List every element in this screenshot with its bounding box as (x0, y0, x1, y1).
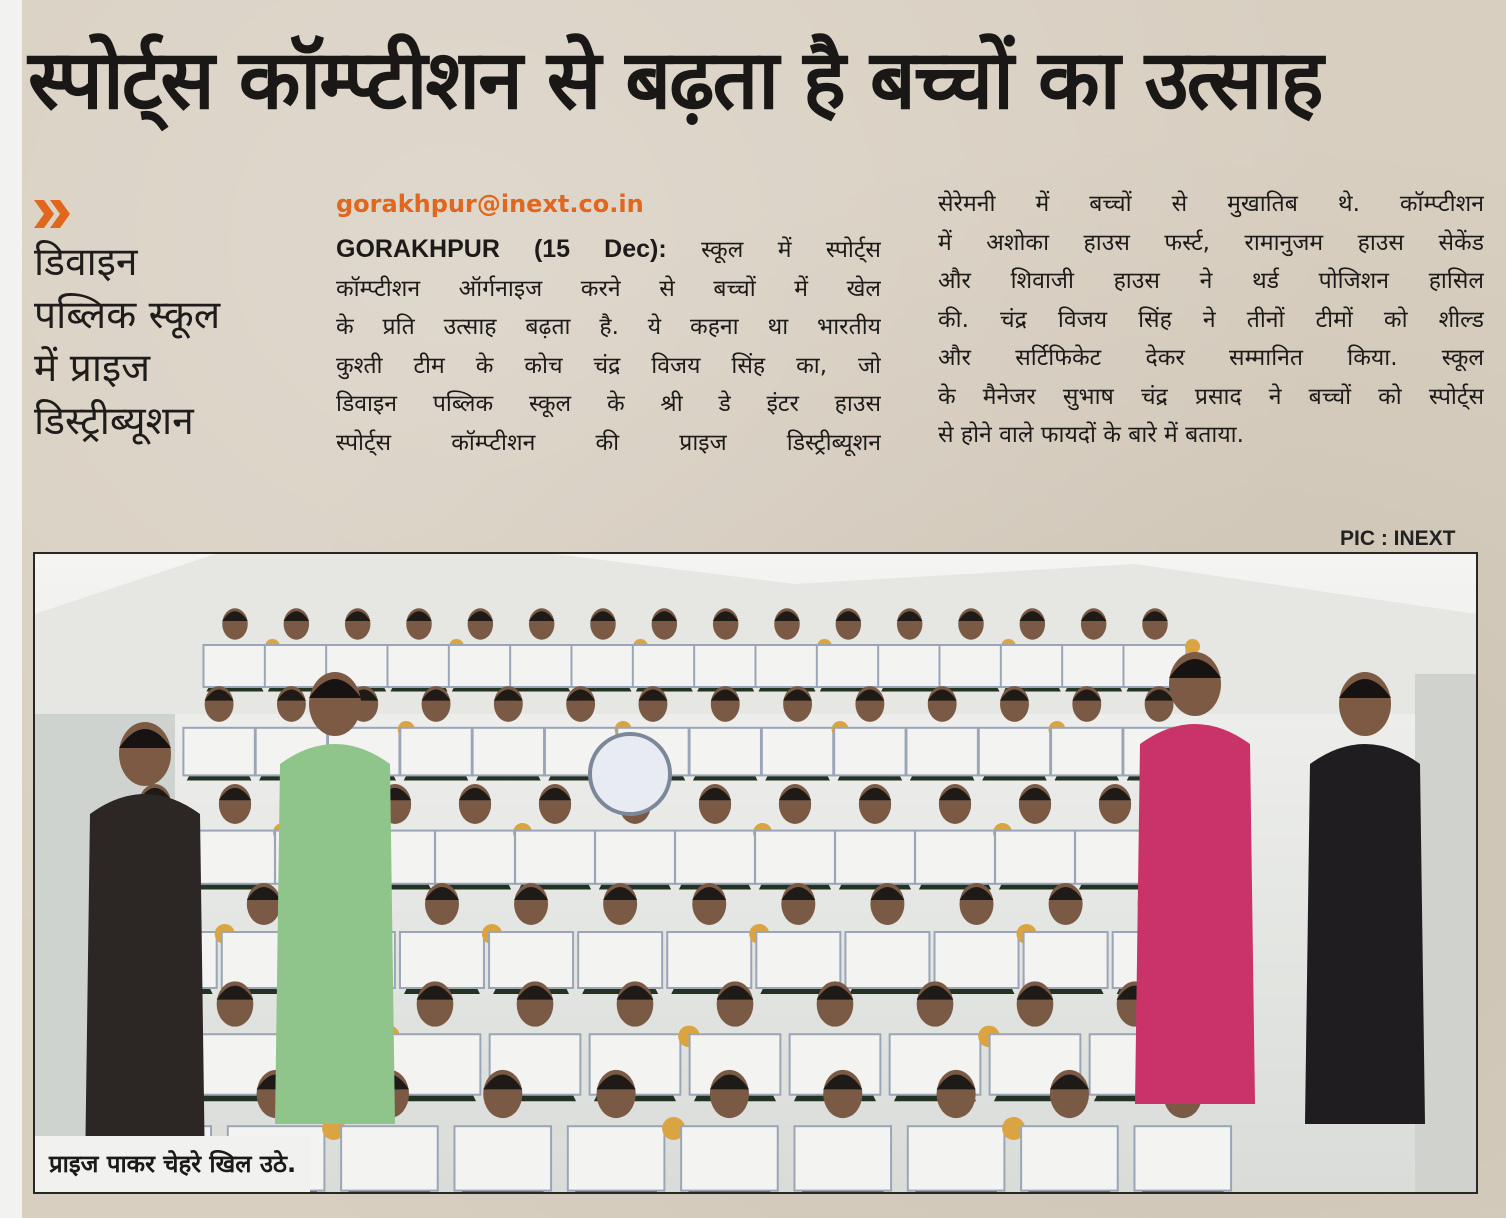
article-line: के मैनेजर सुभाष चंद्र प्रसाद ने बच्चों को स्पोर्ट्स (938, 383, 1484, 410)
certificate (1024, 932, 1108, 988)
certificate (1021, 1126, 1118, 1190)
certificate (454, 1126, 551, 1190)
certificate (400, 932, 484, 988)
article-line (336, 230, 881, 270)
article-line: और शिवाजी हाउस ने थर्ड पोजिशन हासिल (938, 268, 1484, 294)
certificate (1051, 728, 1122, 776)
double-chevron-icon (34, 200, 74, 228)
certificate (473, 728, 544, 776)
article-line: कुश्ती टीम के कोच चंद्र विजय सिंह का, जो (336, 352, 881, 379)
certificate (449, 645, 512, 687)
photo-caption: प्राइज पाकर चेहरे खिल उठे. (35, 1136, 310, 1192)
deck-line: में प्राइज (34, 346, 151, 391)
deck-line: डिवाइन (34, 240, 138, 285)
certificate (388, 645, 451, 687)
certificate (1134, 1126, 1231, 1190)
certificate (400, 728, 471, 776)
dateline: GORAKHPUR (15 Dec): (336, 235, 667, 263)
article-line: स्पोर्ट्स कॉम्प्टीशन की प्राइज डिस्ट्रीब्यूशन (336, 429, 881, 456)
article-line: से होने वाले फायदों के बारे में बताया. (938, 422, 1244, 448)
certificate (183, 728, 254, 776)
headline: स्पोर्ट्स कॉम्प्टीशन से बढ़ता है बच्चों का उत्साह (28, 33, 1322, 128)
certificate (489, 932, 573, 988)
certificate (195, 831, 275, 884)
certificate (435, 831, 515, 884)
certificate (510, 645, 573, 687)
article-line: और सर्टिफिकेट देकर सम्मानित किया. स्कूल (938, 345, 1484, 371)
certificate (578, 932, 662, 988)
certificate (755, 831, 835, 884)
certificate (834, 728, 905, 776)
certificate (756, 645, 819, 687)
certificate (995, 831, 1075, 884)
certificate (681, 1126, 778, 1190)
certificate (694, 645, 757, 687)
article-text: स्कूल में स्पोर्ट्स (666, 237, 881, 263)
deck-subheadline (34, 236, 284, 448)
certificate (204, 645, 267, 687)
article-line: की. चंद्र विजय सिंह ने तीनों टीमों को शील्ड (938, 306, 1484, 333)
certificate (1001, 645, 1064, 687)
certificate (935, 932, 1019, 988)
article-column-2 (938, 185, 1484, 455)
certificate (878, 645, 941, 687)
certificate (845, 932, 929, 988)
certificate (762, 728, 833, 776)
certificate (633, 645, 696, 687)
article-line: डिवाइन पब्लिक स्कूल के श्री डे इंटर हाउस (336, 391, 881, 417)
scan-margin (0, 0, 22, 1218)
byline-email: gorakhpur@inext.co.in (336, 190, 644, 218)
photo-credit: PIC : INEXT (1340, 527, 1456, 550)
article-line: के प्रति उत्साह बढ़ता है. ये कहना था भारतीय (336, 314, 881, 340)
certificate (906, 728, 977, 776)
certificate (568, 1126, 665, 1190)
certificate (595, 831, 675, 884)
article-line: में अशोका हाउस फर्स्ट, रामानुजम हाउस सेकेंड (938, 229, 1484, 256)
certificate (908, 1126, 1005, 1190)
article-column-1 (336, 230, 881, 462)
certificate (572, 645, 635, 687)
certificate (940, 645, 1003, 687)
deck-line: डिस्ट्रीब्यूशन (34, 399, 194, 444)
article-line: कॉम्प्टीशन ऑर्गनाइज करने से बच्चों में खेल (336, 275, 881, 302)
certificate (341, 1126, 438, 1190)
certificate (915, 831, 995, 884)
certificate (690, 728, 761, 776)
certificate (817, 645, 880, 687)
certificate (756, 932, 840, 988)
certificate (794, 1126, 891, 1190)
deck-line: पब्लिक स्कूल (34, 293, 221, 338)
trophy (1185, 639, 1200, 654)
certificate (835, 831, 915, 884)
group-photo (33, 552, 1478, 1194)
shield-trophy (590, 734, 670, 814)
certificate (675, 831, 755, 884)
group-photo-illustration (35, 554, 1476, 1192)
certificate (979, 728, 1050, 776)
certificate (1062, 645, 1125, 687)
certificate (667, 932, 751, 988)
article-line: सेरेमनी में बच्चों से मुखातिब थे. कॉम्प्टीशन (938, 191, 1484, 217)
certificate (515, 831, 595, 884)
